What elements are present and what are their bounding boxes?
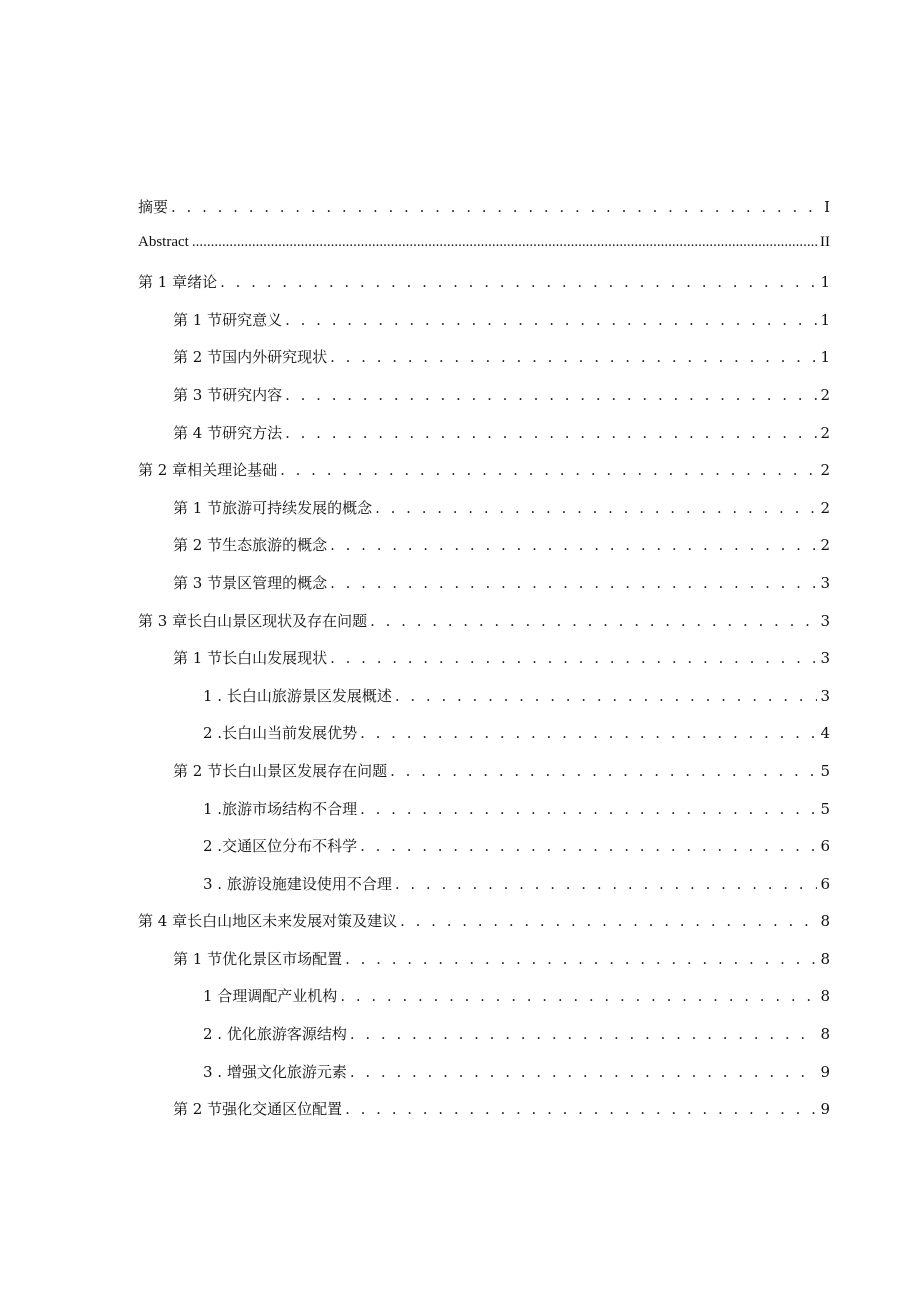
dot-leader — [192, 234, 817, 251]
toc-entry-page: 3 — [820, 573, 830, 592]
toc-entry-section[interactable] — [138, 497, 830, 535]
dot-leader — [280, 461, 817, 479]
toc-entry-title: 第 1 节优化景区市场配置 — [173, 949, 343, 968]
toc-entry-page: 9 — [820, 1062, 830, 1081]
toc-entry-subsection[interactable] — [138, 798, 830, 836]
toc-entry-section[interactable] — [138, 534, 830, 572]
toc-entry-page: 5 — [820, 761, 830, 780]
dot-leader — [345, 1100, 817, 1118]
toc-entry-title: 第 4 节研究方法 — [173, 423, 283, 442]
toc-entry-section[interactable] — [138, 384, 830, 422]
toc-entry-page: 1 — [820, 310, 830, 329]
toc-entry-title: 第 4 章长白山地区未来发展对策及建议 — [138, 912, 398, 931]
toc-entry-title: 摘要 — [138, 198, 169, 216]
toc-entry-title: 第 1 节长白山发展现状 — [173, 649, 328, 668]
toc-entry-title: 1 合理调配产业机构 — [203, 987, 338, 1006]
toc-entry-section[interactable] — [138, 346, 830, 384]
toc-entry-subsection[interactable] — [138, 1061, 830, 1099]
dot-leader — [360, 837, 817, 855]
dot-leader — [285, 386, 817, 404]
dot-leader — [220, 273, 817, 291]
toc-entry-subsection[interactable] — [138, 685, 830, 723]
dot-leader — [400, 912, 817, 930]
toc-entry-title: 1 . 长白山旅游景区发展概述 — [203, 686, 392, 705]
dot-leader — [390, 762, 817, 780]
toc-entry-title: 第 2 章相关理论基础 — [138, 461, 278, 480]
dot-leader — [345, 950, 817, 968]
toc-entry-page: 6 — [820, 874, 830, 893]
toc-entry-section[interactable] — [138, 572, 830, 610]
toc-entry-subsection[interactable] — [138, 985, 830, 1023]
toc-entry-title: 第 2 节国内外研究现状 — [173, 348, 328, 367]
toc-entry-page: 3 — [820, 611, 830, 630]
toc-entry-page: 8 — [820, 1025, 830, 1044]
toc-entry-chapter[interactable] — [138, 459, 830, 497]
toc-entry-title: 2 .长白山当前发展优势 — [203, 724, 358, 743]
toc-entry-title: 2 . 优化旅游客源结构 — [203, 1025, 347, 1044]
toc-entry-title: 第 2 节生态旅游的概念 — [173, 536, 328, 555]
toc-entry-title: 第 3 节景区管理的概念 — [173, 573, 328, 592]
toc-entry-page: 6 — [820, 837, 830, 856]
toc-entry-subsection[interactable] — [138, 722, 830, 760]
toc-entry-title: 1 .旅游市场结构不合理 — [203, 799, 358, 818]
toc-entry-subsection[interactable] — [138, 1023, 830, 1061]
dot-leader — [370, 612, 817, 630]
toc-entry-title: 3 . 旅游设施建设使用不合理 — [203, 874, 392, 893]
toc-entry-page: 8 — [820, 987, 830, 1006]
toc-entry-title: 第 3 章长白山景区现状及存在问题 — [138, 611, 368, 630]
toc-entry-page: 1 — [820, 348, 830, 367]
toc-entry-page: 5 — [820, 799, 830, 818]
dot-leader — [395, 875, 818, 893]
toc-entry-section[interactable] — [138, 422, 830, 460]
dot-leader — [360, 800, 817, 818]
toc-entry-chapter[interactable] — [138, 910, 830, 948]
dot-leader — [285, 311, 817, 329]
toc-entry-section[interactable] — [138, 647, 830, 685]
toc-entry-page: I — [824, 198, 830, 216]
toc-entry-chapter[interactable] — [138, 271, 830, 309]
toc-entry-page: 9 — [820, 1100, 830, 1119]
toc-entry-title: 第 1 章绪论 — [138, 273, 218, 292]
toc-entry-section[interactable] — [138, 309, 830, 347]
dot-leader — [171, 198, 819, 216]
toc-entry-section[interactable] — [138, 948, 830, 986]
dot-leader — [330, 348, 817, 366]
toc-entry-page: 2 — [820, 461, 830, 480]
toc-entry-page: 2 — [820, 536, 830, 555]
toc-entry-title: 3 . 增强文化旅游元素 — [203, 1062, 347, 1081]
toc-entry-page: 8 — [820, 912, 830, 931]
toc-entry-page: 2 — [820, 385, 830, 404]
toc-entry-page: 2 — [820, 423, 830, 442]
toc-entry-abstract-en[interactable] — [138, 234, 830, 272]
toc-entry-page: 1 — [820, 273, 830, 292]
dot-leader — [350, 1063, 818, 1081]
dot-leader — [360, 724, 817, 742]
dot-leader — [285, 424, 817, 442]
toc-entry-page: 4 — [820, 724, 830, 743]
toc-entry-page: 2 — [820, 498, 830, 517]
dot-leader — [395, 687, 818, 705]
toc-entry-title: 第 1 节研究意义 — [173, 310, 283, 329]
toc-entry-page: 3 — [820, 686, 830, 705]
toc-entry-title: 第 3 节研究内容 — [173, 385, 283, 404]
dot-leader — [330, 536, 817, 554]
toc-entry-abstract-cn[interactable] — [138, 196, 830, 234]
toc-entry-title: 2 .交通区位分布不科学 — [203, 837, 358, 856]
toc-entry-subsection[interactable] — [138, 835, 830, 873]
toc-entry-page: 3 — [820, 649, 830, 668]
toc-entry-title: 第 1 节旅游可持续发展的概念 — [173, 498, 373, 517]
toc-entry-page: II — [820, 233, 830, 250]
toc-entry-title: 第 2 节长白山景区发展存在问题 — [173, 761, 388, 780]
table-of-contents — [138, 196, 830, 1136]
dot-leader — [330, 649, 817, 667]
toc-entry-title: Abstract — [138, 233, 189, 250]
toc-entry-chapter[interactable] — [138, 610, 830, 648]
toc-entry-page: 8 — [820, 949, 830, 968]
toc-entry-subsection[interactable] — [138, 873, 830, 911]
dot-leader — [330, 574, 817, 592]
dot-leader — [350, 1025, 818, 1043]
toc-entry-section[interactable] — [138, 760, 830, 798]
dot-leader — [340, 987, 817, 1005]
toc-entry-title: 第 2 节强化交通区位配置 — [173, 1100, 343, 1119]
dot-leader — [375, 499, 817, 517]
toc-entry-section[interactable] — [138, 1098, 830, 1136]
